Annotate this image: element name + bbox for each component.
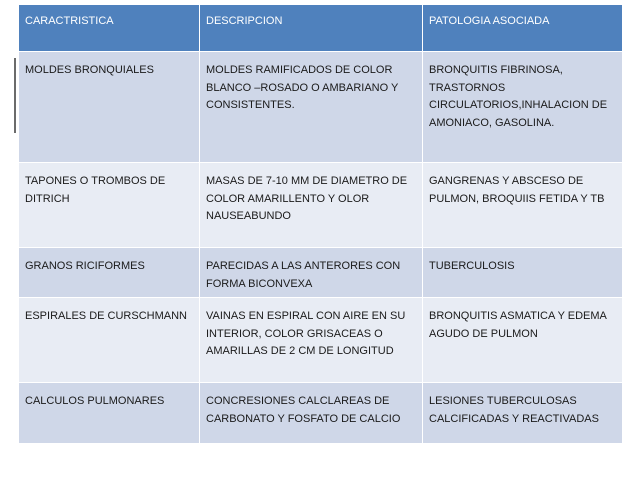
header-patologia: PATOLOGIA ASOCIADA [423, 5, 623, 52]
table-row [19, 383, 623, 444]
slide-edge-mark [14, 58, 16, 133]
table-row [19, 163, 623, 248]
cell-patologia: TUBERCULOSIS [423, 248, 623, 298]
cell-caracteristica: TAPONES O TROMBOS DE DITRICH [19, 163, 200, 248]
cell-descripcion: VAINAS EN ESPIRAL CON AIRE EN SU INTERIOR, COLOR GRISACEAS O AMARILLAS DE 2 CM DE LONGITUD [200, 298, 423, 383]
cell-caracteristica: ESPIRALES DE CURSCHMANN [19, 298, 200, 383]
cell-caracteristica: MOLDES BRONQUIALES [19, 52, 200, 163]
cell-patologia: GANGRENAS Y ABSCESO DE PULMON, BROQUIIS FETIDA Y TB [423, 163, 623, 248]
cell-caracteristica: CALCULOS PULMONARES [19, 383, 200, 444]
cell-descripcion: MOLDES RAMIFICADOS DE COLOR BLANCO –ROSADO O AMBARIANO Y CONSISTENTES. [200, 52, 423, 163]
cell-descripcion: PARECIDAS A LAS ANTERORES CON FORMA BICONVEXA [200, 248, 423, 298]
cell-descripcion: MASAS DE 7-10 MM DE DIAMETRO DE COLOR AMARILLENTO Y OLOR NAUSEABUNDO [200, 163, 423, 248]
table-row [19, 298, 623, 383]
cell-patologia: BRONQUITIS ASMATICA Y EDEMA AGUDO DE PULMON [423, 298, 623, 383]
table-header-row [19, 5, 623, 52]
cell-patologia: LESIONES TUBERCULOSAS CALCIFICADAS Y REACTIVADAS [423, 383, 623, 444]
pathology-table [18, 4, 623, 444]
header-caracteristica: CARACTRISTICA [19, 5, 200, 52]
header-descripcion: DESCRIPCION [200, 5, 423, 52]
table-row [19, 52, 623, 163]
cell-descripcion: CONCRESIONES CALCLAREAS DE CARBONATO Y FOSFATO DE CALCIO [200, 383, 423, 444]
cell-patologia: BRONQUITIS FIBRINOSA, TRASTORNOS CIRCULATORIOS,INHALACION DE AMONIACO, GASOLINA. [423, 52, 623, 163]
cell-caracteristica: GRANOS RICIFORMES [19, 248, 200, 298]
table-row [19, 248, 623, 298]
